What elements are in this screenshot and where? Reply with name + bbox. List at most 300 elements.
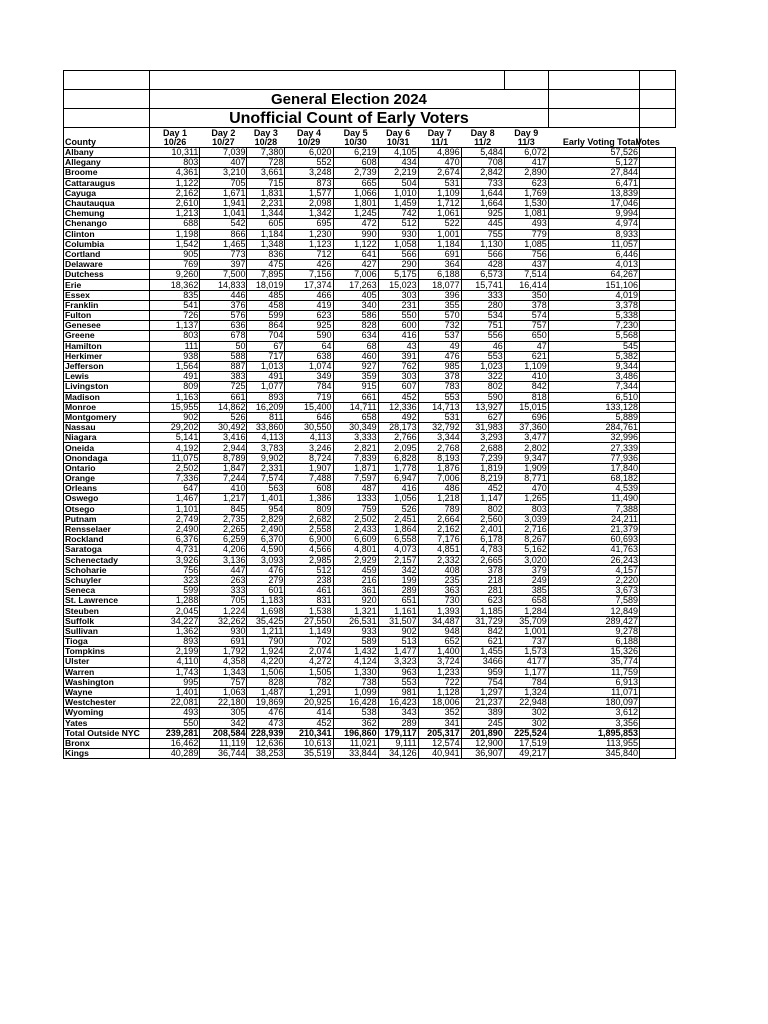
day-count: 1,321 bbox=[333, 606, 378, 616]
day-count: 537 bbox=[418, 331, 461, 341]
day-count: 2,664 bbox=[418, 514, 461, 524]
day-count: 1,401 bbox=[150, 687, 200, 697]
day-count: 1,393 bbox=[418, 606, 461, 616]
early-voting-total: 4,013 bbox=[548, 260, 639, 270]
day-count: 6,072 bbox=[504, 148, 548, 158]
day-count: 726 bbox=[150, 311, 200, 321]
day-count: 782 bbox=[285, 677, 333, 687]
early-voting-total: 6,913 bbox=[548, 677, 639, 687]
county-name: Montgomery bbox=[64, 412, 150, 422]
early-voting-total: 60,693 bbox=[548, 535, 639, 545]
day-count: 784 bbox=[504, 677, 548, 687]
county-name: Chemung bbox=[64, 209, 150, 219]
early-voting-total: 68,182 bbox=[548, 474, 639, 484]
day-count: 691 bbox=[200, 637, 247, 647]
votes-cell bbox=[640, 239, 676, 249]
day-count: 1,343 bbox=[200, 667, 247, 677]
county-name: Seneca bbox=[64, 586, 150, 596]
day-count: 550 bbox=[150, 718, 200, 728]
header-day: Day 6 bbox=[386, 128, 411, 138]
votes-cell bbox=[640, 341, 676, 351]
day-count: 201,890 bbox=[461, 728, 504, 738]
votes-cell bbox=[640, 392, 676, 402]
day-count: 588 bbox=[200, 351, 247, 361]
day-count: 4,783 bbox=[461, 545, 504, 555]
day-count: 6,947 bbox=[378, 474, 418, 484]
day-count: 2,560 bbox=[461, 514, 504, 524]
table-row bbox=[64, 290, 676, 300]
county-name: Genesee bbox=[64, 321, 150, 331]
table-row bbox=[64, 188, 676, 198]
day-count: 6,573 bbox=[461, 270, 504, 280]
day-count: 391 bbox=[378, 351, 418, 361]
day-count: 3,724 bbox=[418, 657, 461, 667]
day-count: 1,831 bbox=[247, 188, 285, 198]
day-count: 563 bbox=[247, 484, 285, 494]
early-voting-total: 64,267 bbox=[548, 270, 639, 280]
day-count: 417 bbox=[504, 158, 548, 168]
county-name: Greene bbox=[64, 331, 150, 341]
day-count: 27,550 bbox=[285, 616, 333, 626]
day-count: 235 bbox=[418, 575, 461, 585]
county-name: Steuben bbox=[64, 606, 150, 616]
table-row bbox=[64, 402, 676, 412]
day-count: 458 bbox=[247, 300, 285, 310]
day-count: 873 bbox=[285, 178, 333, 188]
day-count: 3,210 bbox=[200, 168, 247, 178]
day-count: 4,206 bbox=[200, 545, 247, 555]
day-count: 762 bbox=[378, 361, 418, 371]
day-count: 18,077 bbox=[418, 280, 461, 290]
day-count: 32,262 bbox=[200, 616, 247, 626]
table-row bbox=[64, 647, 676, 657]
day-count: 590 bbox=[461, 392, 504, 402]
day-count: 303 bbox=[378, 290, 418, 300]
day-count: 9,260 bbox=[150, 270, 200, 280]
day-count: 34,487 bbox=[418, 616, 461, 626]
day-count: 239,281 bbox=[150, 728, 200, 738]
day-count: 1,230 bbox=[285, 229, 333, 239]
early-voting-total: 1,895,853 bbox=[548, 728, 639, 738]
day-count: 6,376 bbox=[150, 535, 200, 545]
table-row bbox=[64, 361, 676, 371]
day-count: 2,219 bbox=[378, 168, 418, 178]
votes-cell bbox=[640, 209, 676, 219]
table-row bbox=[64, 382, 676, 392]
county-name: Sullivan bbox=[64, 626, 150, 636]
day-count: 712 bbox=[285, 249, 333, 259]
early-voting-total: 26,243 bbox=[548, 555, 639, 565]
early-voting-total: 4,019 bbox=[548, 290, 639, 300]
day-count: 14,833 bbox=[200, 280, 247, 290]
day-count: 2,098 bbox=[285, 198, 333, 208]
early-voting-total: 3,612 bbox=[548, 708, 639, 718]
day-count: 1,819 bbox=[461, 463, 504, 473]
votes-cell bbox=[640, 423, 676, 433]
day-count: 1,198 bbox=[150, 229, 200, 239]
table-row bbox=[64, 453, 676, 463]
day-count: 930 bbox=[378, 229, 418, 239]
header-day: Day 1 bbox=[162, 128, 187, 138]
early-voting-total: 3,356 bbox=[548, 718, 639, 728]
early-voting-total: 11,490 bbox=[548, 494, 639, 504]
day-count: 14,713 bbox=[418, 402, 461, 412]
day-count: 2,929 bbox=[333, 555, 378, 565]
day-count: 4,801 bbox=[333, 545, 378, 555]
county-name: Livingston bbox=[64, 382, 150, 392]
day-count: 3,344 bbox=[418, 433, 461, 443]
early-voting-total: 27,339 bbox=[548, 443, 639, 453]
day-count: 601 bbox=[247, 586, 285, 596]
day-count: 4,590 bbox=[247, 545, 285, 555]
county-name: Saratoga bbox=[64, 545, 150, 555]
day-count: 1,577 bbox=[285, 188, 333, 198]
county-name: Oswego bbox=[64, 494, 150, 504]
day-count: 623 bbox=[504, 178, 548, 188]
day-count: 389 bbox=[461, 708, 504, 718]
day-count: 541 bbox=[150, 300, 200, 310]
day-count: 378 bbox=[461, 565, 504, 575]
day-count: 3,020 bbox=[504, 555, 548, 565]
day-count: 364 bbox=[418, 260, 461, 270]
county-name: Wayne bbox=[64, 687, 150, 697]
day-count: 704 bbox=[247, 331, 285, 341]
votes-cell bbox=[640, 321, 676, 331]
day-count: 733 bbox=[461, 178, 504, 188]
day-count: 30,349 bbox=[333, 423, 378, 433]
votes-cell bbox=[640, 677, 676, 687]
day-count: 755 bbox=[461, 229, 504, 239]
day-count: 607 bbox=[378, 382, 418, 392]
day-count: 216 bbox=[333, 575, 378, 585]
day-count: 3,783 bbox=[247, 443, 285, 453]
day-count: 179,117 bbox=[378, 728, 418, 738]
day-count: 470 bbox=[504, 484, 548, 494]
day-count: 40,289 bbox=[150, 749, 200, 759]
day-count: 728 bbox=[247, 158, 285, 168]
header-date: 11/2 bbox=[461, 138, 504, 148]
day-count: 36,744 bbox=[200, 749, 247, 759]
day-count: 627 bbox=[461, 412, 504, 422]
table-row bbox=[64, 555, 676, 565]
early-voters-table bbox=[63, 70, 676, 759]
day-count: 2,332 bbox=[418, 555, 461, 565]
day-count: 566 bbox=[378, 249, 418, 259]
table-row bbox=[64, 616, 676, 626]
day-count: 893 bbox=[150, 637, 200, 647]
day-count: 1,467 bbox=[150, 494, 200, 504]
day-count: 590 bbox=[285, 331, 333, 341]
day-count: 5,175 bbox=[378, 270, 418, 280]
day-count: 34,126 bbox=[378, 749, 418, 759]
day-count: 30,550 bbox=[285, 423, 333, 433]
table-row bbox=[64, 351, 676, 361]
day-count: 835 bbox=[150, 290, 200, 300]
day-count: 641 bbox=[333, 249, 378, 259]
table-row bbox=[64, 708, 676, 718]
votes-cell bbox=[640, 749, 676, 759]
early-voting-total: 77,936 bbox=[548, 453, 639, 463]
day-count: 1,455 bbox=[461, 647, 504, 657]
day-count: 11,075 bbox=[150, 453, 200, 463]
day-count: 7,488 bbox=[285, 474, 333, 484]
day-count: 466 bbox=[285, 290, 333, 300]
day-count: 2,821 bbox=[333, 443, 378, 453]
day-count: 651 bbox=[378, 596, 418, 606]
early-voting-total: 27,844 bbox=[548, 168, 639, 178]
day-count: 2,502 bbox=[333, 514, 378, 524]
day-count: 621 bbox=[504, 351, 548, 361]
early-voting-total: 133,128 bbox=[548, 402, 639, 412]
day-count: 205,317 bbox=[418, 728, 461, 738]
header-day: Day 7 bbox=[427, 128, 452, 138]
early-voting-total: 151,106 bbox=[548, 280, 639, 290]
day-count: 434 bbox=[378, 158, 418, 168]
county-name: St. Lawrence bbox=[64, 596, 150, 606]
day-count: 1,465 bbox=[200, 239, 247, 249]
day-count: 228,939 bbox=[247, 728, 285, 738]
county-name: Orleans bbox=[64, 484, 150, 494]
votes-cell bbox=[640, 484, 676, 494]
day-count: 925 bbox=[461, 209, 504, 219]
day-count: 658 bbox=[333, 412, 378, 422]
county-name: Tompkins bbox=[64, 647, 150, 657]
day-count: 2,716 bbox=[504, 524, 548, 534]
day-count: 2,802 bbox=[504, 443, 548, 453]
day-count: 1,924 bbox=[247, 647, 285, 657]
votes-cell bbox=[640, 698, 676, 708]
day-count: 15,400 bbox=[285, 402, 333, 412]
day-count: 50 bbox=[200, 341, 247, 351]
day-count: 828 bbox=[333, 321, 378, 331]
county-name: Franklin bbox=[64, 300, 150, 310]
day-count: 3,926 bbox=[150, 555, 200, 565]
county-name: Suffolk bbox=[64, 616, 150, 626]
day-count: 1,056 bbox=[378, 494, 418, 504]
day-count: 836 bbox=[247, 249, 285, 259]
day-count: 6,609 bbox=[333, 535, 378, 545]
day-count: 773 bbox=[200, 249, 247, 259]
day-count: 34,227 bbox=[150, 616, 200, 626]
county-name: Schenectady bbox=[64, 555, 150, 565]
day-count: 349 bbox=[285, 372, 333, 382]
day-count: 1,664 bbox=[461, 198, 504, 208]
day-count: 1,459 bbox=[378, 198, 418, 208]
county-name: Essex bbox=[64, 290, 150, 300]
day-count: 17,519 bbox=[504, 738, 548, 748]
day-count: 1,130 bbox=[461, 239, 504, 249]
votes-cell bbox=[640, 229, 676, 239]
county-name: Clinton bbox=[64, 229, 150, 239]
header-day: Day 8 bbox=[470, 128, 495, 138]
day-count: 208,584 bbox=[200, 728, 247, 738]
votes-cell bbox=[640, 637, 676, 647]
day-count: 1,330 bbox=[333, 667, 378, 677]
title-row bbox=[64, 90, 676, 109]
day-count: 1,041 bbox=[200, 209, 247, 219]
day-count: 1,769 bbox=[504, 188, 548, 198]
day-count: 6,259 bbox=[200, 535, 247, 545]
day-count: 4,358 bbox=[200, 657, 247, 667]
day-count: 995 bbox=[150, 677, 200, 687]
day-count: 757 bbox=[504, 321, 548, 331]
day-count: 1,184 bbox=[418, 239, 461, 249]
day-count: 22,180 bbox=[200, 698, 247, 708]
day-count: 1,265 bbox=[504, 494, 548, 504]
day-count: 2,890 bbox=[504, 168, 548, 178]
day-count: 6,900 bbox=[285, 535, 333, 545]
table-row bbox=[64, 219, 676, 229]
early-voting-total: 6,446 bbox=[548, 249, 639, 259]
table-row bbox=[64, 372, 676, 382]
day-count: 1,291 bbox=[285, 687, 333, 697]
county-name: Washington bbox=[64, 677, 150, 687]
day-count: 512 bbox=[285, 565, 333, 575]
table-row bbox=[64, 178, 676, 188]
day-count: 1,177 bbox=[504, 667, 548, 677]
early-voting-total: 4,974 bbox=[548, 219, 639, 229]
day-count: 15,741 bbox=[461, 280, 504, 290]
header-date: 10/29 bbox=[285, 138, 333, 148]
day-count: 8,789 bbox=[200, 453, 247, 463]
early-voting-total: 21,379 bbox=[548, 524, 639, 534]
county-name: Bronx bbox=[64, 738, 150, 748]
day-count: 1,023 bbox=[461, 361, 504, 371]
day-count: 1,001 bbox=[504, 626, 548, 636]
day-count: 1,712 bbox=[418, 198, 461, 208]
day-count: 1,847 bbox=[200, 463, 247, 473]
day-count: 361 bbox=[333, 586, 378, 596]
early-voting-total: 5,127 bbox=[548, 158, 639, 168]
day-count: 30,492 bbox=[200, 423, 247, 433]
day-count: 2,674 bbox=[418, 168, 461, 178]
day-count: 376 bbox=[200, 300, 247, 310]
day-count: 4,220 bbox=[247, 657, 285, 667]
early-voting-total: 5,382 bbox=[548, 351, 639, 361]
day-count: 218 bbox=[461, 575, 504, 585]
day-count: 491 bbox=[247, 372, 285, 382]
day-count: 790 bbox=[247, 637, 285, 647]
day-count: 426 bbox=[285, 260, 333, 270]
votes-cell bbox=[640, 474, 676, 484]
early-voting-total: 8,933 bbox=[548, 229, 639, 239]
votes-cell bbox=[640, 453, 676, 463]
table-row bbox=[64, 443, 676, 453]
county-name: Dutchess bbox=[64, 270, 150, 280]
votes-cell bbox=[640, 443, 676, 453]
day-count: 647 bbox=[150, 484, 200, 494]
day-count: 696 bbox=[504, 412, 548, 422]
county-name: Onondaga bbox=[64, 453, 150, 463]
day-count: 1,211 bbox=[247, 626, 285, 636]
day-count: 552 bbox=[285, 158, 333, 168]
county-name: Jefferson bbox=[64, 361, 150, 371]
table-row bbox=[64, 657, 676, 667]
day-count: 35,425 bbox=[247, 616, 285, 626]
day-count: 831 bbox=[285, 596, 333, 606]
day-count: 6,219 bbox=[333, 148, 378, 158]
day-count: 452 bbox=[461, 484, 504, 494]
day-count: 4,896 bbox=[418, 148, 461, 158]
early-voting-total: 5,338 bbox=[548, 311, 639, 321]
day-count: 818 bbox=[504, 392, 548, 402]
county-name: Broome bbox=[64, 168, 150, 178]
day-count: 359 bbox=[333, 372, 378, 382]
day-count: 927 bbox=[333, 361, 378, 371]
votes-cell bbox=[640, 361, 676, 371]
day-count: 1,077 bbox=[247, 382, 285, 392]
day-count: 437 bbox=[504, 260, 548, 270]
county-name: Albany bbox=[64, 148, 150, 158]
votes-cell bbox=[640, 270, 676, 280]
day-count: 802 bbox=[461, 504, 504, 514]
day-count: 1,161 bbox=[378, 606, 418, 616]
day-count: 4,073 bbox=[378, 545, 418, 555]
day-count: 6,178 bbox=[461, 535, 504, 545]
day-count: 36,907 bbox=[461, 749, 504, 759]
day-count: 661 bbox=[200, 392, 247, 402]
table-row bbox=[64, 677, 676, 687]
day-count: 7,006 bbox=[333, 270, 378, 280]
votes-cell bbox=[640, 148, 676, 158]
day-count: 10,311 bbox=[150, 148, 200, 158]
day-count: 1,224 bbox=[200, 606, 247, 616]
day-count: 379 bbox=[504, 565, 548, 575]
votes-cell bbox=[640, 596, 676, 606]
day-count: 702 bbox=[285, 637, 333, 647]
day-count: 1,573 bbox=[504, 647, 548, 657]
day-count: 842 bbox=[504, 382, 548, 392]
early-voting-total: 11,759 bbox=[548, 667, 639, 677]
header-date-row bbox=[64, 138, 676, 148]
day-count: 959 bbox=[461, 667, 504, 677]
early-voting-total: 9,278 bbox=[548, 626, 639, 636]
day-count: 378 bbox=[418, 372, 461, 382]
day-count: 7,006 bbox=[418, 474, 461, 484]
day-count: 414 bbox=[285, 708, 333, 718]
table-row bbox=[64, 484, 676, 494]
day-count: 3466 bbox=[461, 657, 504, 667]
county-name: Lewis bbox=[64, 372, 150, 382]
day-count: 754 bbox=[461, 677, 504, 687]
day-count: 705 bbox=[200, 178, 247, 188]
votes-cell bbox=[640, 168, 676, 178]
day-count: 16,428 bbox=[333, 698, 378, 708]
day-count: 4,124 bbox=[333, 657, 378, 667]
day-count: 589 bbox=[333, 637, 378, 647]
day-count: 37,360 bbox=[504, 423, 548, 433]
day-count: 4,113 bbox=[285, 433, 333, 443]
table-row bbox=[64, 718, 676, 728]
votes-cell bbox=[640, 433, 676, 443]
day-count: 1,871 bbox=[333, 463, 378, 473]
votes-cell bbox=[640, 311, 676, 321]
day-count: 2,688 bbox=[461, 443, 504, 453]
day-count: 281 bbox=[461, 586, 504, 596]
day-count: 5,484 bbox=[461, 148, 504, 158]
day-count: 990 bbox=[333, 229, 378, 239]
header-date: 10/27 bbox=[200, 138, 247, 148]
county-name: Herkimer bbox=[64, 351, 150, 361]
day-count: 8,771 bbox=[504, 474, 548, 484]
early-voting-total: 35,774 bbox=[548, 657, 639, 667]
day-count: 342 bbox=[200, 718, 247, 728]
day-count: 2,842 bbox=[461, 168, 504, 178]
day-count: 11,021 bbox=[333, 738, 378, 748]
day-count: 2,490 bbox=[247, 524, 285, 534]
day-count: 531 bbox=[418, 178, 461, 188]
day-count: 8,267 bbox=[504, 535, 548, 545]
